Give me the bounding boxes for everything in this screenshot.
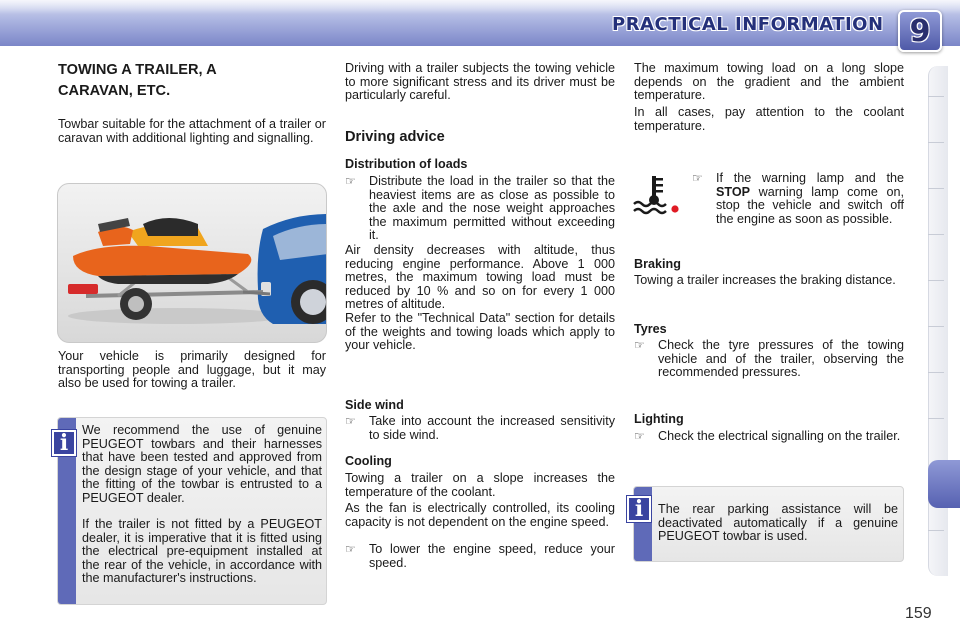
technical-data-reference: Refer to the "Technical Data" section for details of the weights and towing loads which apply to your vehicle. [345,311,615,353]
info-box-genuine-towbar [57,417,327,605]
nav-tick[interactable] [928,96,944,97]
cooling-slope-text: Towing a trailer on a slope increases the temperature of the coolant. [345,471,615,499]
info-box-parking-assistance [633,486,904,562]
cooling-bullet [345,543,615,570]
info-dealer-fitting: If the trailer is not fitted by a PEUGEOT dealer, it is imperative that it is fitted using the electrical pre-equipment installed at the rear of the vehicle, in accordance with the manufacturer's instructions. [82,517,322,586]
towing-illustration [57,183,327,343]
nav-tick[interactable] [928,142,944,143]
nav-tick[interactable] [928,326,944,327]
nav-tab-active[interactable] [928,460,960,508]
vehicle-purpose-text: Your vehicle is primarily designed for transporting people and luggage, but it may also be used for towing a trailer. [58,349,326,391]
pointing-hand-icon: ☞ [345,542,356,556]
stop-label: STOP [716,184,751,199]
section-title-line: TOWING A TRAILER, A [58,62,217,78]
distribution-bullet [345,175,615,243]
chapter-tab[interactable] [898,10,942,52]
section-title [58,60,308,102]
nav-tick[interactable] [928,530,944,531]
nav-tick[interactable] [928,234,944,235]
side-wind-bullet [345,415,615,442]
towbar-intro: Towbar suitable for the attachment of a trailer or caravan with additional lighting and signalling. [58,117,326,145]
air-density-text: Air density decreases with altitude, thus reducing engine performance. Above 1 000 metres, the maximum towing load must be reduced by 10 % and so on for every 1 000 metres of altitude. [345,243,615,312]
braking-text: Towing a trailer increases the braking distance. [634,273,896,287]
header-shine [0,0,960,14]
warning-text-end: warning lamp come on, stop the vehicle and switch off the engine as soon as possible. [716,184,904,226]
jetski-trailer-car-image [58,184,327,343]
side-wind-heading: Side wind [345,398,404,412]
info-icon: i [52,430,76,456]
chapter-title: PRACTICAL INFORMATION [612,14,884,35]
pointing-hand-icon: ☞ [634,429,645,443]
bullet-text: Check the electrical signalling on the trailer. [658,429,901,443]
pointing-hand-icon: ☞ [692,171,703,185]
nav-tick[interactable] [928,372,944,373]
nav-tick[interactable] [928,280,944,281]
tyres-heading: Tyres [634,322,667,336]
cooling-fan-text: As the fan is electrically controlled, its cooling capacity is not dependent on the engine speed. [345,501,615,529]
bullet-text: Check the tyre pressures of the towing vehicle and of the trailer, observing the recommended pressures. [658,338,904,380]
lighting-bullet [634,430,904,444]
info-icon: i [627,496,651,522]
nav-tick[interactable] [928,418,944,419]
section-title-line: CARAVAN, ETC. [58,83,171,99]
tyres-bullet [634,339,904,380]
info-genuine-towbar: We recommend the use of genuine PEUGEOT towbars and their harnesses that have been tested and approved from the design stage of your vehicle, and that the fitting of the towbar is entrusted to a PEUGEOT dealer. [82,423,322,505]
bullet-text: Distribute the load in the trailer so that the heaviest items are as close as possible to the axle and the nose weight approaches the maximum permitted without exceeding it. [369,174,615,243]
coolant-text: In all cases, pay attention to the coolant temperature. [634,105,904,133]
driving-advice-heading: Driving advice [345,129,445,145]
pointing-hand-icon: ☞ [345,414,356,428]
warning-text-start: If the warning lamp and the [716,171,904,185]
cooling-heading: Cooling [345,454,392,468]
nav-tick[interactable] [928,188,944,189]
pointing-hand-icon: ☞ [634,338,645,352]
trailer-stress-text: Driving with a trailer subjects the towing vehicle to more significant stress and its driver must be particularly careful. [345,61,615,103]
distribution-heading: Distribution of loads [345,157,468,171]
page-number: 159 [905,605,932,622]
bullet-text: Take into account the increased sensitivity to side wind. [369,414,615,442]
info-parking-assistance: The rear parking assistance will be deactivated automatically if a genuine PEUGEOT towbar is used. [658,502,898,544]
warning-lamp-bullet [692,172,904,226]
chapter-number: 9 [909,14,931,49]
coolant-temperature-warning-icon [628,172,684,218]
braking-heading: Braking [634,257,681,271]
bullet-text: To lower the engine speed, reduce your speed. [369,542,615,570]
max-load-text: The maximum towing load on a long slope depends on the gradient and the ambient temperature. [634,61,904,103]
lighting-heading: Lighting [634,412,684,426]
pointing-hand-icon: ☞ [345,174,356,188]
